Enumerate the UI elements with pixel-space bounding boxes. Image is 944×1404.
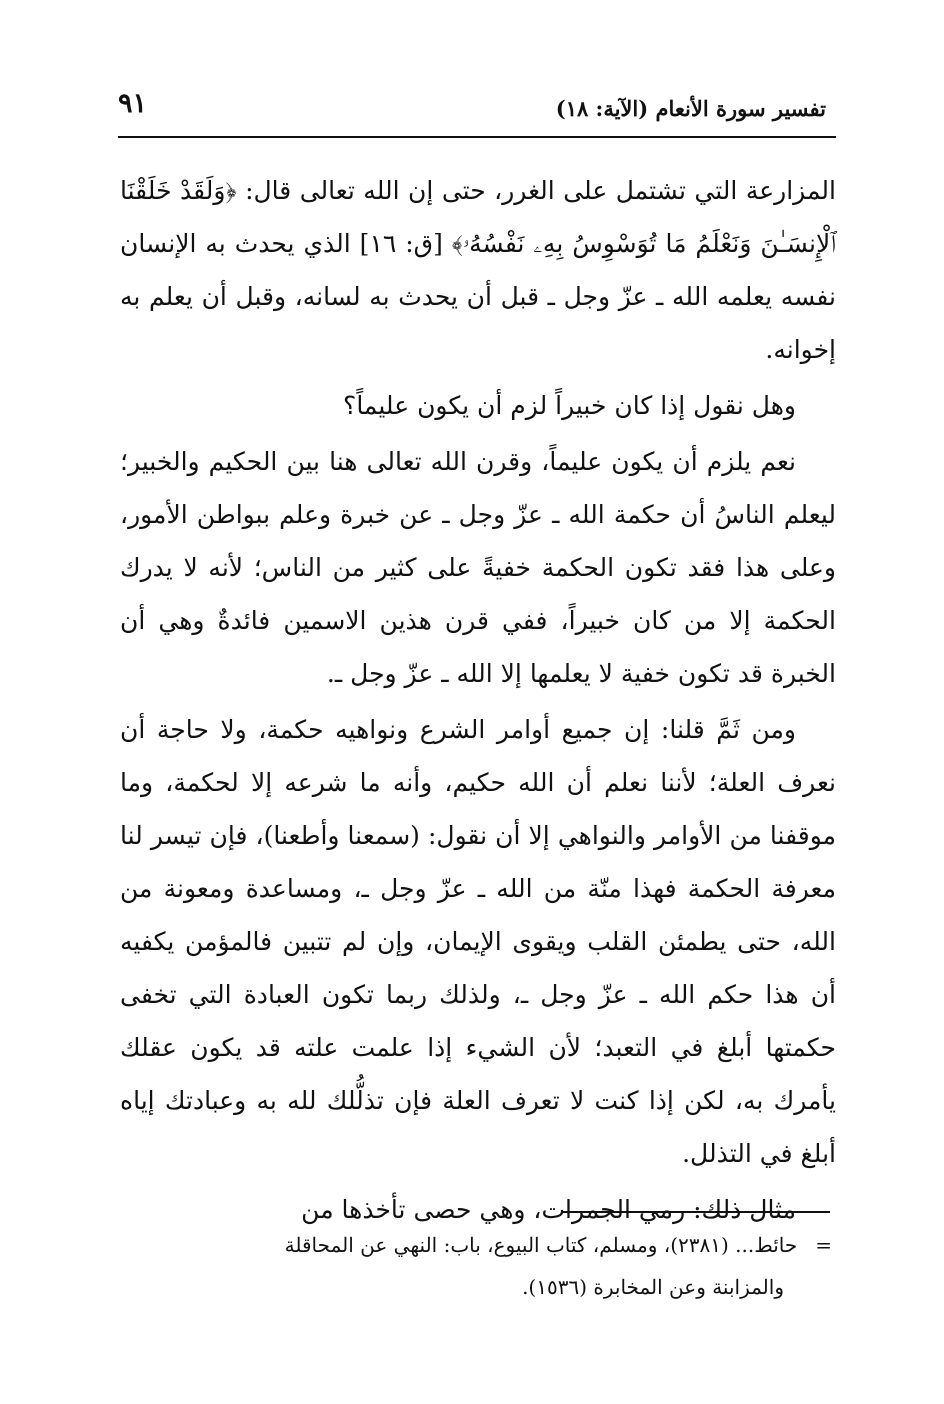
paragraph-text: المزارعة التي تشتمل على الغرر، حتى إن الله تعالى قال: — [236, 176, 836, 205]
paragraph: وهل نقول إذا كان خبيراً لزم أن يكون عليماً؟ — [343, 391, 796, 420]
footnote-rule — [562, 1211, 830, 1213]
running-title: تفسير سورة الأنعام (الآية: ١٨) — [555, 96, 826, 121]
paragraph: مثال ذلك: رمي الجمرات، وهي حصى تأخذها من — [301, 1195, 796, 1224]
paragraph-text: [ق: ١٦] الذي يحدث به الإنسان نفسه يعلمه الله ـ عزّ وجل ـ قبل أن يحدث به لسانه، وقبل أن يعلم به إخوانه. — [120, 229, 836, 364]
body-text — [120, 164, 836, 1239]
header-rule — [118, 136, 836, 138]
paragraph: نعم يلزم أن يكون عليماً، وقرن الله تعالى هنا بين الحكيم والخبير؛ ليعلم الناسُ أن حكمة الله ـ عزّ وجل ـ عن خبرة وعلم ببواطن الأمور، وعلى هذا فقد تكون الحكمة خفيةً على كثير من الناس؛ لأنه لا يدرك الحكمة إلا من كان خبيراً، ففي قرن هذين الاسمين فائدةٌ وهي أن الخبرة قد تكون خفية لا يعلمها إلا الله ـ عزّ وجل ـ. — [120, 447, 836, 688]
paragraph: ومن ثَمَّ قلنا: إن جميع أوامر الشرع ونواهيه حكمة، ولا حاجة أن نعرف العلة؛ لأننا نعلم أن الله حكيم، وأنه ما شرعه إلا لحكمة، وما موقفنا من الأوامر والنواهي إلا أن نقول: (سمعنا وأطعنا)، فإن تيسر لنا معرفة الحكمة فهذا منّة من الله ـ عزّ وجل ـ، ومساعدة ومعونة من الله، حتى يطمئن القلب ويقوى الإيمان، وإن لم تتبين فالمؤمن يكفيه أن هذا حكم الله ـ عزّ وجل ـ، ولذلك ربما تكون العبادة التي تخفى حكمتها أبلغ في التعبد؛ لأن الشيء إذا علمت علته قد يكون عقلك يأمرك به، لكن إذا كنت لا تعرف العلة فإن تذلُّلك لله به وعبادتك إياه أبلغ في التذلل. — [120, 715, 836, 1168]
footnote-marker: = — [815, 1233, 832, 1257]
footnote-line: حائط... (٢٣٨١)، ومسلم، كتاب البيوع، باب: النهي عن المحاقلة — [284, 1233, 798, 1257]
footnote — [120, 1224, 832, 1308]
page-number: ٩١ — [118, 88, 148, 119]
quran-verse: ﴿وَلَقَدْ خَلَقْنَا ٱلْإِنسَـٰنَ وَنَعْلَمُ مَا تُوَسْوِسُ بِهِۦ نَفْسُهُۥ﴾ — [120, 176, 837, 258]
paragraph — [120, 164, 836, 376]
footnote-line: والمزابنة وعن المخابرة (١٥٣٦). — [522, 1275, 784, 1299]
